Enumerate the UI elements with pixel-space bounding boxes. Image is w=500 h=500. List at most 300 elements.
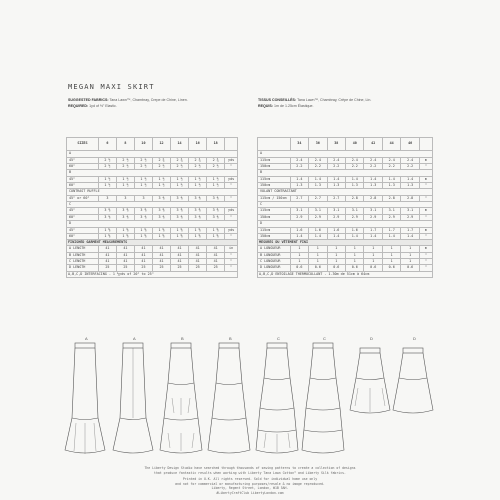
yardage-value: 3 ⅛ <box>189 214 207 220</box>
fabric-width-label: 115cm <box>258 208 291 214</box>
view-group-label: C <box>258 201 433 208</box>
yardage-value: 3 ⅜ <box>189 208 207 214</box>
yardage-value: 2.9 <box>364 214 382 220</box>
skirt-view-c-back <box>302 343 344 453</box>
yardage-value: 2.9 <box>290 214 308 220</box>
view-label: C <box>323 336 326 341</box>
yardage-value: 2.4 <box>309 157 327 163</box>
yardage-value: 2.9 <box>327 214 345 220</box>
finished-length-value: 41 <box>189 259 207 265</box>
fabric-width-label: 45" <box>67 176 99 182</box>
finished-length-value: 41 <box>207 246 225 252</box>
yardage-value: 1 ½ <box>189 176 207 182</box>
size-column-header: 16 <box>189 138 207 151</box>
finished-length-value: 1 <box>309 252 327 258</box>
unit-label: yds <box>225 176 238 182</box>
yardage-value: 3 ⅜ <box>171 208 189 214</box>
fabric-width-label: 115cm <box>258 157 291 163</box>
yardage-value: 1.7 <box>401 227 419 233</box>
yardage-value: 1 ⅝ <box>98 233 116 239</box>
footer-description <box>110 466 390 475</box>
fabric-width-label: 45" or 60" <box>67 195 99 201</box>
finished-length-value: 41 <box>153 252 171 258</box>
finished-length-value: 41 <box>207 252 225 258</box>
finished-length-label: A LONGUEUR <box>258 246 291 252</box>
yardage-value: 1.4 <box>290 176 308 182</box>
finished-length-value: 25 <box>98 265 116 271</box>
finished-length-value: 41 <box>171 259 189 265</box>
finished-length-value: 0.6 <box>364 265 382 271</box>
fabrics-label-en: SUGGESTED FABRICS: <box>68 98 109 102</box>
yardage-value: 2.4 <box>401 157 419 163</box>
finished-length-label: A LENGTH <box>67 246 99 252</box>
yardage-value: 1 ½ <box>153 176 171 182</box>
unit-label: " <box>225 163 238 169</box>
skirt-view-c-front <box>256 343 298 453</box>
finished-length-value: 41 <box>207 259 225 265</box>
yardage-value: 1 ½ <box>98 182 116 188</box>
finished-length-value: 1 <box>309 259 327 265</box>
finished-length-label: D LONGUEUR <box>258 265 291 271</box>
yardage-value: 1 ½ <box>207 182 225 188</box>
yardage-value: 1 ½ <box>134 182 152 188</box>
yardage-value: 3.1 <box>309 208 327 214</box>
yardage-value: 1 ⅝ <box>171 233 189 239</box>
size-column-header: 14 <box>171 138 189 151</box>
yardage-value: 1 ⅝ <box>207 227 225 233</box>
finished-length-label: C LONGUEUR <box>258 259 291 265</box>
finished-length-value: 25 <box>116 265 134 271</box>
yardage-value: 1 ½ <box>171 182 189 188</box>
unit-label: m <box>419 246 432 252</box>
view-group-label: A <box>67 151 238 158</box>
skirt-view-a-front <box>65 343 105 454</box>
yardage-value: 3 <box>98 195 116 201</box>
footer-line: that produce fantastic results when working with Liberty Tana Lawn Cotton™ and Liberty Silk fabrics. <box>154 470 346 475</box>
fabric-width-label: 60" <box>67 233 99 239</box>
size-column-header: 10 <box>134 138 152 151</box>
view-label: B <box>181 336 184 341</box>
unit-label: " <box>419 259 432 265</box>
unit-label: " <box>225 233 238 239</box>
yardage-value: 1.3 <box>309 182 327 188</box>
view-group-label: C <box>67 201 238 208</box>
view-group-label: D <box>258 221 433 228</box>
yardage-value: 2.9 <box>401 214 419 220</box>
finished-length-value: 25 <box>207 265 225 271</box>
size-column-header: 18 <box>207 138 225 151</box>
unit-label: " <box>225 265 238 271</box>
unit-label: yds <box>225 208 238 214</box>
finished-length-value: 1 <box>364 252 382 258</box>
yardage-value: 1.6 <box>346 227 364 233</box>
finished-length-label: C LENGTH <box>67 259 99 265</box>
yardage-value: 1 ½ <box>153 182 171 188</box>
skirt-technical-drawings <box>60 338 440 463</box>
yardage-value: 3 ⅛ <box>134 214 152 220</box>
size-column-header: 8 <box>116 138 134 151</box>
fabric-width-label: 45" <box>67 227 99 233</box>
unit-label: in <box>225 246 238 252</box>
yardage-value: 2.2 <box>401 163 419 169</box>
skirt-view-a-back <box>113 343 153 453</box>
fabric-width-label: 60" <box>67 214 99 220</box>
unit-label: " <box>225 252 238 258</box>
view-group-label: D <box>67 221 238 228</box>
finished-length-value: 1 <box>382 259 400 265</box>
yardage-value: 1 ⅝ <box>134 227 152 233</box>
fabric-width-label: 150cm <box>258 214 291 220</box>
finished-length-value: 41 <box>134 252 152 258</box>
footer-hashtag-website: #LibertyCraftClub LibertyLondon.com <box>216 490 284 495</box>
yardage-value: 2 ¾ <box>153 157 171 163</box>
size-column-header: 12 <box>153 138 171 151</box>
size-column-header: 44 <box>382 138 400 151</box>
finished-length-value: 0.6 <box>327 265 345 271</box>
skirt-view-d-back <box>393 348 433 413</box>
yardage-value: 1 ⅝ <box>189 227 207 233</box>
view-label: D <box>413 336 416 341</box>
yardage-value: 2.2 <box>309 163 327 169</box>
size-column-header: 40 <box>346 138 364 151</box>
finished-length-value: 1 <box>401 252 419 258</box>
unit-label: " <box>419 195 432 201</box>
finished-length-value: 1 <box>346 246 364 252</box>
footer-address: Liberty, Regent Street, London, W1B 5AH. <box>211 486 289 491</box>
finished-length-value: 1 <box>327 246 345 252</box>
yardage-value: 2.4 <box>382 157 400 163</box>
yardage-value: 1 ½ <box>189 182 207 188</box>
finished-length-value: 0.6 <box>401 265 419 271</box>
yardage-value: 3 ⅛ <box>207 195 225 201</box>
footer-line: The Liberty Design Studio have searched through thousands of sewing patterns to create a collection of designs <box>144 466 356 470</box>
footer-line: Printed in U.K. All rights reserved. Sold for individual home use only <box>182 477 318 481</box>
yardage-value: 1.4 <box>327 176 345 182</box>
suggested-fabrics-en <box>68 97 238 109</box>
yardage-value: 1.4 <box>382 176 400 182</box>
yardage-value: 2.4 <box>364 157 382 163</box>
yardage-value: 1.3 <box>401 182 419 188</box>
yardage-value: 1.4 <box>401 233 419 239</box>
finished-length-value: 1 <box>382 252 400 258</box>
unit-column-header <box>419 138 432 151</box>
unit-label: " <box>419 214 432 220</box>
yardage-value: 1 ⅝ <box>116 233 134 239</box>
unit-label: yds <box>225 227 238 233</box>
yardage-value: 2.2 <box>382 163 400 169</box>
yardage-value: 1 ⅝ <box>153 233 171 239</box>
view-label: A <box>85 336 88 341</box>
yardage-value: 2.8 <box>401 195 419 201</box>
yardage-value: 2.7 <box>309 195 327 201</box>
fabric-width-label: 150cm <box>258 163 291 169</box>
yardage-value: 1 ⅝ <box>189 233 207 239</box>
yardage-value: 2.2 <box>290 163 308 169</box>
view-group-label: B <box>258 170 433 177</box>
yardage-value: 2 ½ <box>116 157 134 163</box>
skirt-view-b-back <box>208 343 250 453</box>
yardage-value: 3 ⅛ <box>207 214 225 220</box>
size-column-header: 36 <box>309 138 327 151</box>
unit-label: " <box>225 195 238 201</box>
yardage-value: 3 ⅛ <box>171 195 189 201</box>
finished-length-value: 25 <box>189 265 207 271</box>
yardage-value: 1 ½ <box>98 176 116 182</box>
yardage-value: 1.4 <box>346 233 364 239</box>
yardage-value: 3.1 <box>290 208 308 214</box>
finished-length-value: 41 <box>189 252 207 258</box>
yardage-value: 1.4 <box>364 176 382 182</box>
yardage-value: 3 <box>116 195 134 201</box>
required-label-en: REQUIRED: <box>68 104 89 108</box>
finished-length-value: 1 <box>327 252 345 258</box>
yardage-value: 1.4 <box>309 176 327 182</box>
finished-length-value: 41 <box>153 246 171 252</box>
finished-length-value: 1 <box>290 246 308 252</box>
finished-length-value: 41 <box>171 252 189 258</box>
finished-length-value: 41 <box>153 259 171 265</box>
yardage-value: 2.2 <box>364 163 382 169</box>
sizes-header-label <box>258 138 291 151</box>
finished-length-value: 1 <box>290 252 308 258</box>
finished-length-value: 1 <box>346 252 364 258</box>
yardage-value: 1.7 <box>382 227 400 233</box>
yardage-value: 2 ½ <box>134 163 152 169</box>
finished-length-value: 41 <box>134 259 152 265</box>
fabrics-label-fr: TISSUS CONSEILLÉS: <box>258 98 297 102</box>
unit-label: yds <box>225 157 238 163</box>
fabric-width-label: 45" <box>67 157 99 163</box>
yardage-value: 1.3 <box>382 182 400 188</box>
finished-length-value: 41 <box>98 252 116 258</box>
finished-length-value: 41 <box>98 259 116 265</box>
yardage-value: 1.7 <box>364 227 382 233</box>
fabric-width-label: 115cm <box>258 176 291 182</box>
yardage-value: 1.3 <box>346 182 364 188</box>
yardage-value: 1.4 <box>290 233 308 239</box>
unit-label: " <box>419 265 432 271</box>
view-label: C <box>277 336 280 341</box>
yardage-value: 1 ⅝ <box>116 227 134 233</box>
finished-length-value: 41 <box>116 246 134 252</box>
finished-length-value: 25 <box>171 265 189 271</box>
unit-label: m <box>419 208 432 214</box>
yardage-value: 2 ¾ <box>171 157 189 163</box>
finished-measurements-title: MESURES DU VÊTEMENT FINI <box>258 240 433 246</box>
yardage-value: 3 ⅜ <box>134 208 152 214</box>
yardage-value: 3.1 <box>346 208 364 214</box>
fabric-width-label: 45" <box>67 208 99 214</box>
yardage-value: 1.4 <box>309 233 327 239</box>
view-group-label: VOLANT CONTRASTANT <box>258 189 433 196</box>
view-label: B <box>229 336 232 341</box>
yardage-value: 2 ½ <box>98 157 116 163</box>
finished-length-value: 41 <box>98 246 116 252</box>
yardage-value: 2.4 <box>327 157 345 163</box>
yardage-value: 2 ½ <box>153 163 171 169</box>
view-group-label: CONTRAST RUFFLE <box>67 189 238 196</box>
yardage-value: 1.4 <box>327 233 345 239</box>
yardage-value: 1 ½ <box>207 176 225 182</box>
yardage-value: 1.4 <box>382 233 400 239</box>
fabric-width-label: 150cm <box>258 233 291 239</box>
unit-label: " <box>419 182 432 188</box>
yardage-value: 2.2 <box>346 163 364 169</box>
yardage-value: 1 ⅝ <box>98 227 116 233</box>
size-column-header: 6 <box>98 138 116 151</box>
finished-length-value: 1 <box>346 259 364 265</box>
yardage-value: 2 ½ <box>116 163 134 169</box>
unit-label: m <box>419 227 432 233</box>
size-column-header: 46 <box>401 138 419 151</box>
finished-length-value: 1 <box>327 259 345 265</box>
yardage-value: 3 ⅜ <box>98 208 116 214</box>
yardage-value: 1 ½ <box>116 182 134 188</box>
view-group-label: B <box>67 170 238 177</box>
yardage-value: 1 ⅝ <box>207 233 225 239</box>
fabric-width-label: 60" <box>67 163 99 169</box>
yardage-value: 2.9 <box>382 214 400 220</box>
yardage-value: 2.8 <box>382 195 400 201</box>
yardage-value: 2.9 <box>309 214 327 220</box>
view-group-label: A <box>258 151 433 158</box>
unit-label: " <box>225 259 238 265</box>
yardage-value: 2.8 <box>364 195 382 201</box>
fabric-width-label: 150cm <box>258 182 291 188</box>
unit-label: " <box>419 252 432 258</box>
yardage-value: 1 ⅝ <box>134 233 152 239</box>
finished-length-value: 25 <box>153 265 171 271</box>
yardage-value: 1.3 <box>290 182 308 188</box>
yardage-value: 3 ⅛ <box>171 214 189 220</box>
yardage-value: 1 ½ <box>116 176 134 182</box>
fabrics-value-en: Tana Lawn™, Chambray, Crepe de Chine, Linen. <box>109 98 188 102</box>
required-value-en: 1yd of ½" Elastic. <box>89 104 117 108</box>
yardage-value: 1 ½ <box>134 176 152 182</box>
yardage-value: 3 ⅜ <box>207 208 225 214</box>
finished-length-value: 1 <box>290 259 308 265</box>
interfacing-note: A,B,C,D INTERFACING - 1 ½yds of 20" to 25" <box>67 271 238 277</box>
finished-length-value: 0.6 <box>382 265 400 271</box>
unit-label: " <box>225 214 238 220</box>
finished-length-value: 41 <box>116 259 134 265</box>
yardage-value: 2 ¾ <box>207 157 225 163</box>
unit-label: m <box>419 176 432 182</box>
finished-length-value: 41 <box>189 246 207 252</box>
metric-yardage-table <box>257 137 433 278</box>
yardage-value: 2 ½ <box>134 157 152 163</box>
finished-length-value: 41 <box>116 252 134 258</box>
yardage-value: 3 <box>134 195 152 201</box>
yardage-value: 1 ⅝ <box>153 227 171 233</box>
finished-length-value: 0.6 <box>346 265 364 271</box>
fabric-width-label: 60" <box>67 182 99 188</box>
suggested-fabrics-fr <box>258 97 428 109</box>
finished-length-value: 0.6 <box>309 265 327 271</box>
fabric-width-label: 115cm <box>258 227 291 233</box>
size-column-header: 42 <box>364 138 382 151</box>
yardage-value: 1.3 <box>364 182 382 188</box>
yardage-value: 3 ⅜ <box>153 208 171 214</box>
yardage-value: 3 ⅜ <box>116 208 134 214</box>
view-label: A <box>133 336 136 341</box>
yardage-value: 2.9 <box>346 214 364 220</box>
yardage-value: 2.2 <box>327 163 345 169</box>
unit-label: m <box>419 157 432 163</box>
finished-length-value: 25 <box>134 265 152 271</box>
sizes-header-label: SIZES <box>67 138 99 151</box>
fabrics-value-fr: Tana Lawn™, Chambray, Crêpe de Chine, Lin. <box>297 98 372 102</box>
yardage-value: 1.4 <box>346 176 364 182</box>
yardage-value: 2 ½ <box>207 163 225 169</box>
yardage-value: 3.1 <box>382 208 400 214</box>
finished-length-value: 41 <box>134 246 152 252</box>
pattern-title: MEGAN MAXI SKIRT <box>68 83 155 91</box>
yardage-value: 2.8 <box>346 195 364 201</box>
unit-label: " <box>419 233 432 239</box>
yardage-value: 1.3 <box>327 182 345 188</box>
finished-length-label: B LENGTH <box>67 252 99 258</box>
yardage-value: 1 ½ <box>171 176 189 182</box>
yardage-value: 1 ⅝ <box>171 227 189 233</box>
yardage-value: 3 ⅛ <box>153 195 171 201</box>
yardage-value: 2.7 <box>327 195 345 201</box>
yardage-value: 1.6 <box>290 227 308 233</box>
view-label: D <box>370 336 373 341</box>
finished-length-value: 41 <box>171 246 189 252</box>
finished-length-value: 1 <box>364 259 382 265</box>
yardage-value: 2 ½ <box>189 163 207 169</box>
yardage-value: 3 ⅛ <box>98 214 116 220</box>
yardage-value: 1.6 <box>327 227 345 233</box>
finished-length-value: 0.6 <box>290 265 308 271</box>
skirt-view-d-front <box>350 348 390 413</box>
yardage-value: 3 ⅛ <box>189 195 207 201</box>
yardage-value: 2.4 <box>346 157 364 163</box>
yardage-value: 1.4 <box>401 176 419 182</box>
unit-label: " <box>225 182 238 188</box>
fabric-width-label: 115cm / 150cm <box>258 195 291 201</box>
yardage-value: 2 ¾ <box>189 157 207 163</box>
unit-label: " <box>419 163 432 169</box>
yardage-value: 3 ⅛ <box>153 214 171 220</box>
imperial-yardage-table <box>66 137 238 278</box>
yardage-value: 2 ½ <box>171 163 189 169</box>
yardage-value: 2.7 <box>290 195 308 201</box>
finished-length-value: 1 <box>401 259 419 265</box>
finished-length-value: 1 <box>401 246 419 252</box>
finished-length-value: 1 <box>309 246 327 252</box>
required-label-fr: REQUIS: <box>258 104 273 108</box>
required-value-fr: 1m de 1.25cm Élastique. <box>273 104 314 108</box>
finished-length-label: B LONGUEUR <box>258 252 291 258</box>
unit-column-header <box>225 138 238 151</box>
yardage-value: 1.4 <box>364 233 382 239</box>
finished-length-value: 1 <box>364 246 382 252</box>
footer-legal <box>110 477 390 495</box>
yardage-value: 3.1 <box>401 208 419 214</box>
yardage-value: 3.1 <box>364 208 382 214</box>
size-column-header: 34 <box>290 138 308 151</box>
finished-length-value: 1 <box>382 246 400 252</box>
finished-measurements-title: FINISHED GARMENT MEASUREMENTS <box>67 240 238 246</box>
skirt-view-b-front <box>160 343 202 453</box>
finished-length-label: D LENGTH <box>67 265 99 271</box>
interfacing-note: A,B,C,D ENTOILAGE THERMOCOLLANT - 1.30m de 51cm à 64cm <box>258 271 433 277</box>
yardage-value: 1.6 <box>309 227 327 233</box>
yardage-value: 3.1 <box>327 208 345 214</box>
yardage-value: 2.4 <box>290 157 308 163</box>
